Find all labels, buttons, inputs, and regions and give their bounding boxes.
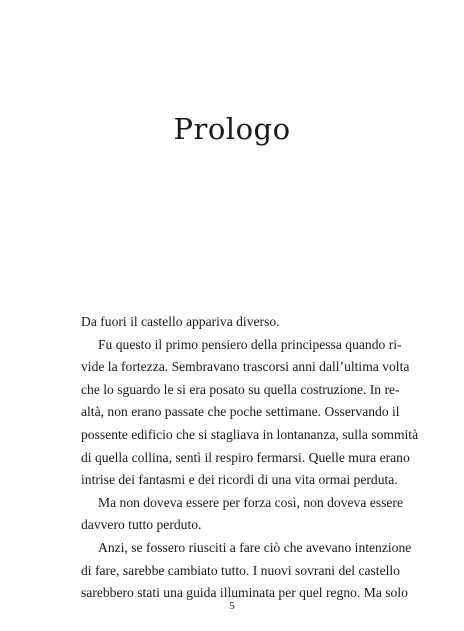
- text-line: di fare, sarebbe cambiato tutto. I nuovi sovrani del castello: [81, 562, 400, 578]
- chapter-body: [81, 311, 419, 605]
- text-line: che lo sguardo le si era posato su quella costruzione. In re-: [81, 381, 400, 397]
- page-number: 5: [229, 600, 235, 612]
- text-line: possente edificio che si stagliava in lontananza, sulla sommità: [81, 426, 419, 442]
- text-line: vide la fortezza. Sembravano trascorsi anni dall’ultima volta: [81, 359, 410, 375]
- text-line: Anzi, se fossero riusciti a fare ciò che avevano intenzione: [98, 539, 412, 555]
- text-line: Da fuori il castello appariva diverso.: [81, 314, 280, 329]
- text-line: davvero tutto perduto.: [81, 517, 202, 533]
- text-line: Ma non doveva essere per forza così, non doveva essere: [98, 494, 403, 510]
- text-line: intrise dei fantasmi e dei ricordi di una vita ormai perduta.: [81, 472, 398, 488]
- text-line: sarebbero stati una guida illuminata per quel regno. Ma solo: [81, 585, 408, 601]
- text-line: altà, non erano passate che poche settimane. Osservando il: [81, 404, 400, 420]
- text-line: di quella collina, sentì il respiro fermarsi. Quelle mura erano: [81, 449, 410, 465]
- text-line: Fu questo il primo pensiero della principessa quando ri-: [98, 336, 402, 352]
- chapter-title: Prologo: [173, 112, 291, 146]
